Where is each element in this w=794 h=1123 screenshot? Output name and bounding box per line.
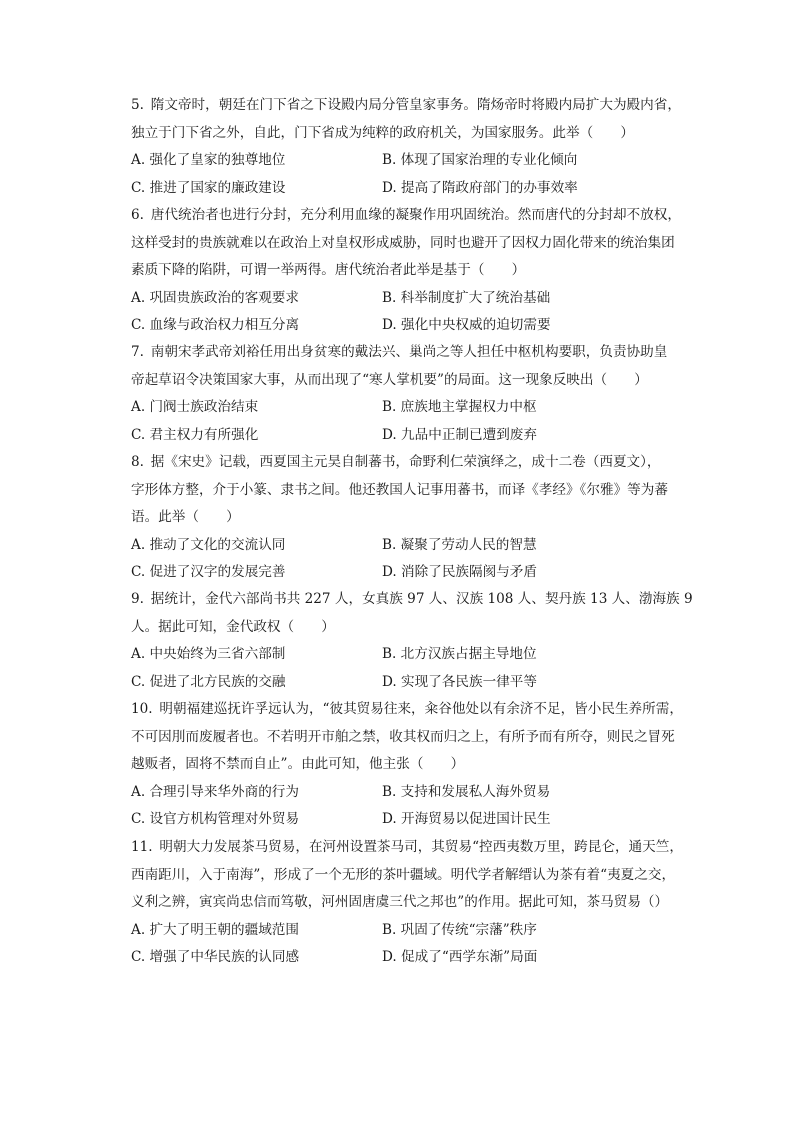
question-stem-line: 西南距川，入于南海”，形成了一个无形的茶叶疆域。明代学者解缙认为茶有着“夷夏之交，	[131, 866, 676, 883]
option-d[interactable]: D. 实现了各民族一律平等	[382, 673, 537, 690]
question-7	[131, 339, 711, 449]
option-c[interactable]: C. 促进了北方民族的交融	[131, 673, 286, 690]
option-a[interactable]: A. 强化了皇家的独尊地位	[131, 152, 286, 168]
question-stem-line: 7. 南朝宋孝武帝刘裕任用出身贫寒的戴法兴、巢尚之等人担任中枢机构要职，负责协助皇	[131, 344, 668, 360]
option-b[interactable]: B. 凝聚了劳动人民的智慧	[382, 536, 537, 553]
option-b[interactable]: B. 支持和发展私人海外贸易	[382, 783, 551, 800]
question-stem-line: 10. 明朝福建巡抚许孚远认为，“彼其贸易往来，籴谷他处以有余济不足，皆小民生养所需，	[131, 701, 683, 717]
option-b[interactable]: B. 巩固了传统“宗藩”秩序	[382, 921, 537, 938]
question-stem-line: 语。此举（ ）	[131, 509, 240, 525]
option-a[interactable]: A. 扩大了明王朝的疆域范围	[131, 921, 299, 938]
option-d[interactable]: D. 九品中正制已遭到废弃	[382, 426, 537, 443]
option-d[interactable]: D. 消除了民族隔阂与矛盾	[382, 564, 537, 580]
option-grid	[131, 147, 711, 202]
option-grid	[131, 532, 711, 587]
option-c[interactable]: C. 增强了中华民族的认同感	[131, 949, 300, 965]
question-stem-line: 8. 据《宋史》记载，西夏国主元昊自制蕃书，命野利仁荣演绎之，成十二卷（西夏文），	[131, 454, 661, 470]
option-c[interactable]: C. 血缘与政治权力相互分离	[131, 317, 300, 333]
option-a[interactable]: A. 合理引导来华外商的行为	[131, 783, 299, 800]
question-stem-line: 越贩者，固将不禁而自止”。由此可知，他主张（ ）	[131, 756, 465, 772]
option-b[interactable]: B. 体现了国家治理的专业化倾向	[382, 152, 578, 168]
option-b[interactable]: B. 科举制度扩大了统治基础	[382, 289, 551, 306]
option-d[interactable]: D. 开海贸易以促进国计民生	[382, 811, 551, 827]
question-stem-line: 11. 明朝大力发展茶马贸易，在河州设置茶马司，其贸易“控西夷数万里，跨昆仑，通天竺，	[131, 839, 683, 855]
option-b[interactable]: B. 庶族地主掌握权力中枢	[382, 399, 537, 415]
question-stem-line: 9. 据统计，金代六部尚书共 227 人，女真族 97 人、汉族 108 人、契丹族 13 人、渤海族 9	[131, 591, 693, 607]
question-9	[131, 586, 711, 696]
question-stem-line: 义利之辨，寅宾尚忠信而笃敬，河州固唐虞三代之邦也”的作用。据此可知，茶马贸易（）	[131, 894, 669, 910]
option-b[interactable]: B. 北方汉族占据主导地位	[382, 646, 537, 662]
option-a[interactable]: A. 中央始终为三省六部制	[131, 646, 286, 662]
question-6	[131, 202, 711, 340]
question-stem-line: 独立于门下省之外，自此，门下省成为纯粹的政府机关，为国家服务。此举（ ）	[131, 124, 634, 141]
option-a[interactable]: A. 门阀士族政治结束	[131, 399, 259, 415]
option-d[interactable]: D. 提高了隋政府部门的办事效率	[382, 179, 578, 196]
option-c[interactable]: C. 设官方机构管理对外贸易	[131, 811, 300, 827]
option-grid	[131, 917, 711, 972]
question-stem-line: 人。据此可知，金代政权（ ）	[131, 618, 335, 635]
option-d[interactable]: D. 促成了“西学东渐”局面	[382, 949, 538, 965]
option-grid	[131, 394, 711, 449]
option-d[interactable]: D. 强化中央权威的迫切需要	[382, 317, 551, 333]
question-stem-line: 5. 隋文帝时，朝廷在门下省之下设殿内局分管皇家事务。隋炀帝时将殿内局扩大为殿内省，	[131, 97, 681, 113]
option-grid	[131, 779, 711, 834]
question-stem-line: 帝起草诏令决策国家大事，从而出现了“寒人掌机要”的局面。这一现象反映出（ ）	[131, 371, 648, 388]
question-8	[131, 449, 711, 587]
option-a[interactable]: A. 推动了文化的交流认同	[131, 536, 286, 553]
question-10	[131, 696, 711, 834]
question-stem-line: 不可因刖而废履者也。不若明开市舶之禁，收其权而归之上，有所予而有所夺，则民之冒死	[131, 728, 675, 745]
question-stem-line: 这样受封的贵族就难以在政治上对皇权形成威胁，同时也避开了因权力固化带来的统治集团	[131, 234, 675, 251]
option-c[interactable]: C. 君主权力有所强化	[131, 426, 259, 443]
option-a[interactable]: A. 巩固贵族政治的客观要求	[131, 289, 299, 306]
option-grid	[131, 285, 711, 340]
question-stem-line: 6. 唐代统治者也进行分封，充分利用血缘的凝聚作用巩固统治。然而唐代的分封却不放权，	[131, 207, 681, 223]
option-grid	[131, 641, 711, 696]
question-stem-line: 字形体方整，介于小篆、隶书之间。他还教国人记事用蕃书，而译《孝经》《尔雅》等为蕃	[131, 481, 668, 498]
option-c[interactable]: C. 推进了国家的廉政建设	[131, 179, 286, 196]
question-11	[131, 834, 711, 972]
question-stem-line: 素质下降的陷阱，可谓一举两得。唐代统治者此举是基于（ ）	[131, 262, 526, 278]
option-c[interactable]: C. 促进了汉字的发展完善	[131, 564, 286, 580]
question-5	[131, 92, 711, 202]
